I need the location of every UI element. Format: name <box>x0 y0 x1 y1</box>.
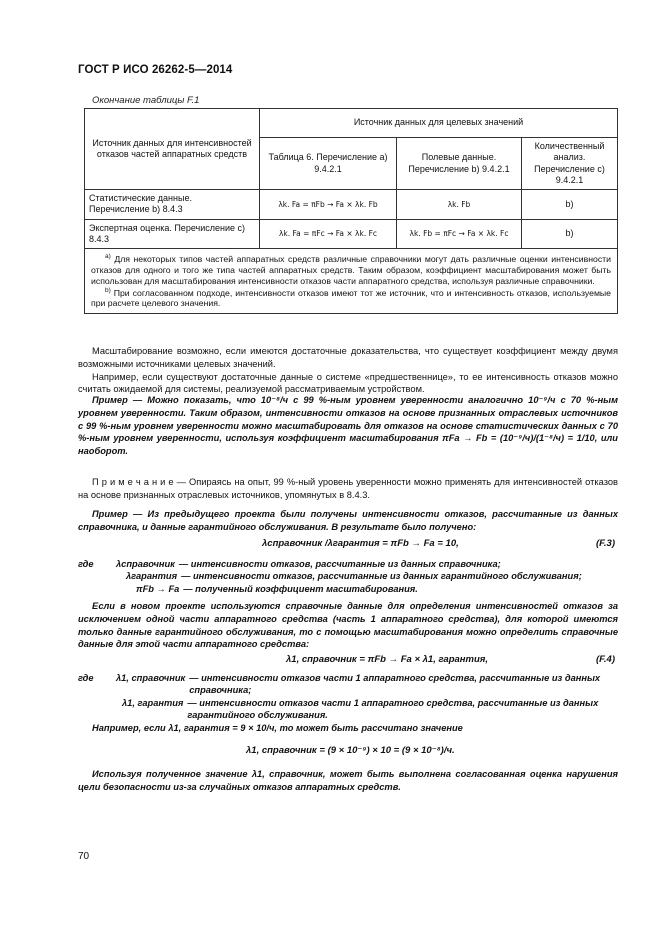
table-footnotes <box>85 249 618 314</box>
where-keyword: где <box>78 559 94 569</box>
table-f1 <box>84 108 618 314</box>
definition: — полученный коэффициент масштабирования. <box>183 583 418 594</box>
column-header-source: Источник данных для интенсивностей отказов частей аппаратных средств <box>85 109 260 190</box>
footnote-mark-a: a) <box>105 253 111 260</box>
formula-cell: λk. Fb <box>397 190 522 220</box>
footnote-mark-b: b) <box>105 286 111 294</box>
footnote-a: Для некоторых типов частей аппаратных средств различные справочники могут дать различные оценки интенсивности отказов для одного и того же типа частей аппаратных средств. Таким образом, коэффициент масштабирования может быть использован для масштабирования интенсивности отказов части аппаратного средства, используя различные справочники. <box>91 253 611 286</box>
symbol: λсправочник <box>116 559 175 569</box>
paragraph-scaling: Масштабирование возможно, если имеются достаточные доказательства, что существует коэффициент между двумя возможными источниками целевых значений. Например, если существуют достаточные данные о системе «предшественнице», то ее интенсивность отказов можно считать ожидаемой для системы, реализуемой рассматриваемым устройством. <box>78 346 618 395</box>
reference-cell: b) <box>522 219 618 249</box>
definition: — интенсивности отказов части 1 аппаратного средства, рассчитанные из данных справочника; <box>189 673 601 696</box>
note-paragraph: П р и м е ч а н и е — Опираясь на опыт, 99 %-ный уровень уверенности можно применять для интенсивностей отказов на основе признанных отраслевых источников, упомянутых в 8.4.3. <box>78 477 618 500</box>
symbol: πFb → Fa <box>136 583 180 594</box>
where-block-1 <box>78 558 618 595</box>
formula-f4: λ1, справочник = πFb → Fa × λ1, гарантия, <box>286 654 489 665</box>
subheader-quantitative: Количественный анализ. Перечисление с) 9.4.2.1 <box>522 138 618 190</box>
table-row <box>85 219 618 249</box>
page-number: 70 <box>78 851 90 862</box>
paragraph-predecessor: Например, если существуют достаточные данные о системе «предшественнице», то ее интенсивность отказов можно считать ожидаемой для системы, реализуемой рассматриваемым устройством. <box>78 371 618 395</box>
paragraph-new-project: Если в новом проекте используются справочные данные для определения интенсивностей отказов за исключением одной части аппаратного средства (часть 1 аппаратного средства), для которой имеются только данные гарантийного обслуживания, то с помощью масштабирования можно определить справочные данные для этой части аппаратного средства: <box>78 601 618 650</box>
row-label: Статистические данные. Перечисление b) 8.4.3 <box>85 190 260 220</box>
subheader-table6: Таблица 6. Перечисление а) 9.4.2.1 <box>260 138 397 190</box>
symbol: λгарантия <box>126 571 178 582</box>
column-header-target: Источник данных для целевых значений <box>260 109 618 138</box>
formula-cell: λk. Fa = πFb → Fa × λk. Fb <box>260 190 397 220</box>
example-2: Пример — Из предыдущего проекта были получены интенсивности отказов, рассчитанные из данных справочника, и данные гарантийного обслуживания. В результате было получено: <box>78 509 618 532</box>
paragraph-example-value: Например, если λ1, гарантия = 9 × 10/ч, то может быть рассчитано значение <box>92 723 463 733</box>
symbol: λ1, гарантия <box>122 697 184 708</box>
subheader-field-data: Полевые данные. Перечисление b) 9.4.2.1 <box>397 138 522 190</box>
where-block-2 <box>78 672 618 721</box>
example-1: Пример — Можно показать, что 10⁻⁸/ч с 99 %-ным уровнем уверенности аналогично 10⁻⁹/ч с 70 %-ным уровнем уверенности. Таким образом, интенсивности отказов на основе признанных отраслевых источников с 99 %-ным уровнем уверенности можно масштабировать для отказов на основе статистических данных с 70 %-ным уровнем уверенности, используя коэффициент масштабирования πFa → Fb = (10⁻⁹/ч)/(1⁻⁸/ч) = 1/10, или наоборот. <box>78 395 618 457</box>
table-caption: Окончание таблицы F.1 <box>92 95 200 106</box>
where-keyword: где <box>78 673 94 683</box>
table-row <box>85 190 618 220</box>
formula-cell: λk. Fb = πFc → Fa × λk. Fc <box>397 219 522 249</box>
formula-cell: λk. Fa = πFc → Fa × λk. Fc <box>260 219 397 249</box>
definition: — интенсивности отказов, рассчитанные из данных гарантийного обслуживания; <box>181 571 582 582</box>
formula-number-f3: (F.3) <box>596 538 615 549</box>
standard-header: ГОСТ Р ИСО 26262-5—2014 <box>78 64 233 76</box>
formula-result: λ1, справочник = (9 × 10⁻⁹) × 10 = (9 × 10⁻⁸)/ч. <box>246 745 455 756</box>
formula-number-f4: (F.4) <box>596 654 615 665</box>
reference-cell: b) <box>522 190 618 220</box>
row-label: Экспертная оценка. Перечисление с) 8.4.3 <box>85 219 260 249</box>
footnote-b: При согласованном подходе, интенсивности отказов имеют тот же источник, что и интенсивность отказов, используемые при расчете целевого значения. <box>91 287 611 309</box>
symbol: λ1, справочник <box>116 673 186 683</box>
formula-f3: λсправочник /λгарантия = πFb → Fa = 10, <box>262 538 459 549</box>
definition: — интенсивности отказов, рассчитанные из данных справочника; <box>178 559 501 569</box>
paragraph-conclusion: Используя полученное значение λ1, справочник, может быть выполнена согласованная оценка нарушения цели безопасности из-за случайных отказов аппаратных средств. <box>78 769 618 792</box>
definition: — интенсивности отказов части 1 аппаратного средства, рассчитанные из данных гарантийного обслуживания. <box>187 697 599 720</box>
